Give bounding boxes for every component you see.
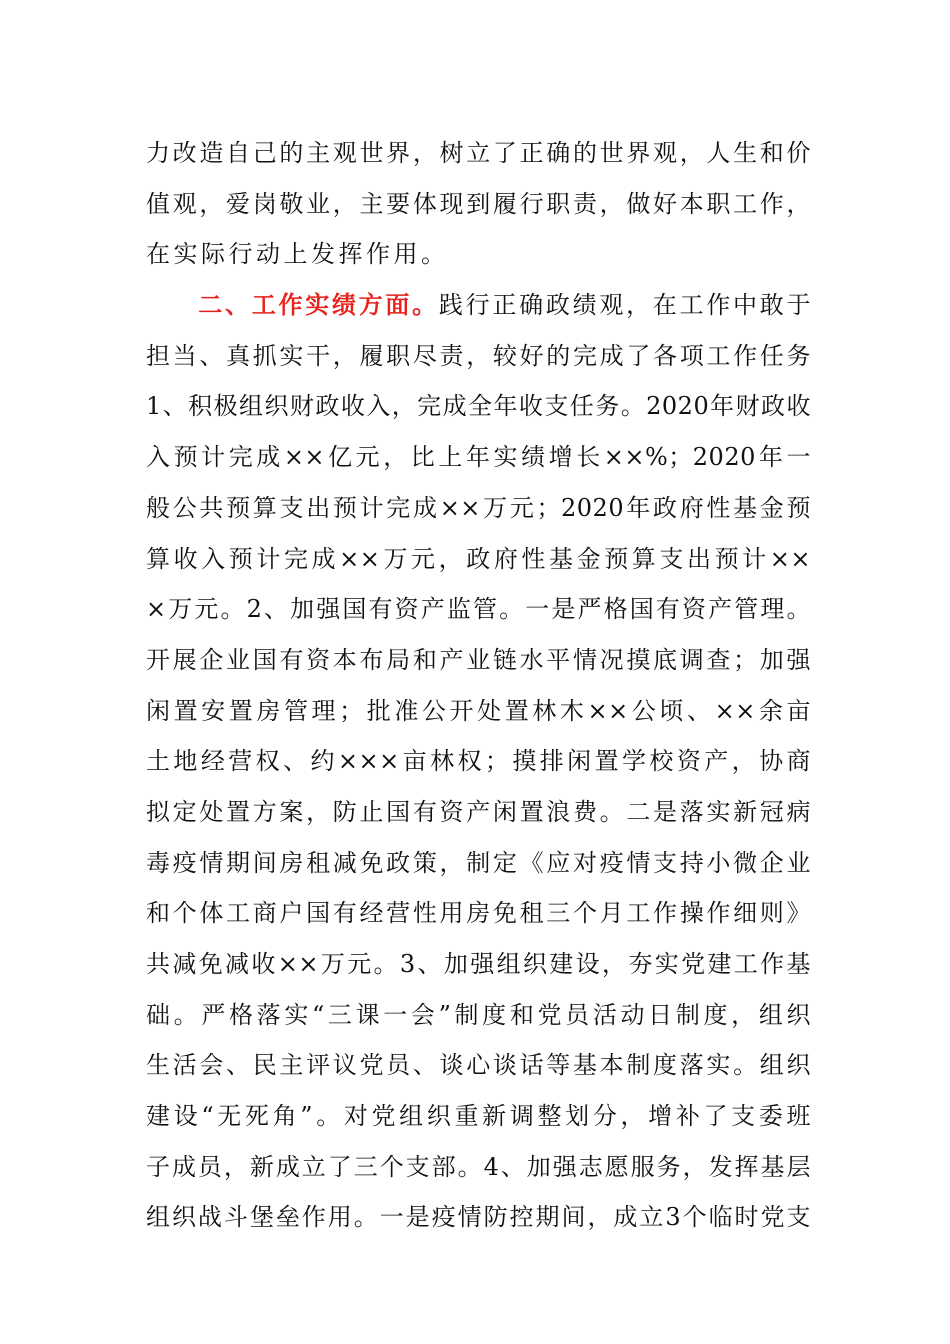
text-line: 闲置安置房管理；批准公开处置林木××公顷、××余亩 <box>146 696 811 725</box>
text-line: ×万元。2、加强国有资产监管。一是严格国有资产管理。 <box>146 595 811 624</box>
text-line: 值观，爱岗敬业，主要体现到履行职责，做好本职工作， <box>146 189 811 218</box>
text-line: 在实际行动上发挥作用。 <box>146 240 449 269</box>
text-line: 毒疫情期间房租减免政策，制定《应对疫情支持小微企业 <box>146 848 811 877</box>
text-line: 般公共预算支出预计完成××万元；2020年政府性基金预 <box>146 493 811 522</box>
text-line: 生活会、民主评议党员、谈心谈话等基本制度落实。组织 <box>146 1051 811 1080</box>
text-line: 共减免减收××万元。3、加强组织建设，夯实党建工作基 <box>146 950 811 978</box>
text-line: 和个体工商户国有经营性用房免租三个月工作操作细则》 <box>146 899 811 928</box>
paragraph-first-line <box>146 280 811 331</box>
text-line: 开展企业国有资本布局和产业链水平情况摸底调查；加强 <box>146 645 811 674</box>
text-run: 践行正确政绩观，在工作中敢于 <box>438 291 811 320</box>
text-line: 入预计完成××亿元，比上年实绩增长××%；2020年一 <box>146 443 811 472</box>
text-line: 础。严格落实“三课一会”制度和党员活动日制度，组织 <box>146 1000 811 1029</box>
text-line: 算收入预计完成××万元，政府性基金预算支出预计×× <box>146 544 811 573</box>
text-line: 土地经营权、约×××亩林权；摸排闲置学校资产，协商 <box>146 747 811 776</box>
text-line: 力改造自己的主观世界，树立了正确的世界观，人生和价 <box>146 139 811 167</box>
text-line: 1、积极组织财政收入，完成全年收支任务。2020年财政收 <box>146 392 811 421</box>
body-text <box>146 128 811 1243</box>
section-heading: 二、工作实绩方面。 <box>196 291 439 320</box>
text-line: 子成员，新成立了三个支部。4、加强志愿服务，发挥基层 <box>146 1152 811 1181</box>
text-line: 担当、真抓实干，履职尽责，较好的完成了各项工作任务 <box>146 341 811 370</box>
text-line: 拟定处置方案，防止国有资产闲置浪费。二是落实新冠病 <box>146 797 811 826</box>
text-line: 建设“无死角”。对党组织重新调整划分，增补了支委班 <box>146 1102 811 1131</box>
text-line: 组织战斗堡垒作用。一是疫情防控期间，成立3个临时党支 <box>146 1203 811 1232</box>
